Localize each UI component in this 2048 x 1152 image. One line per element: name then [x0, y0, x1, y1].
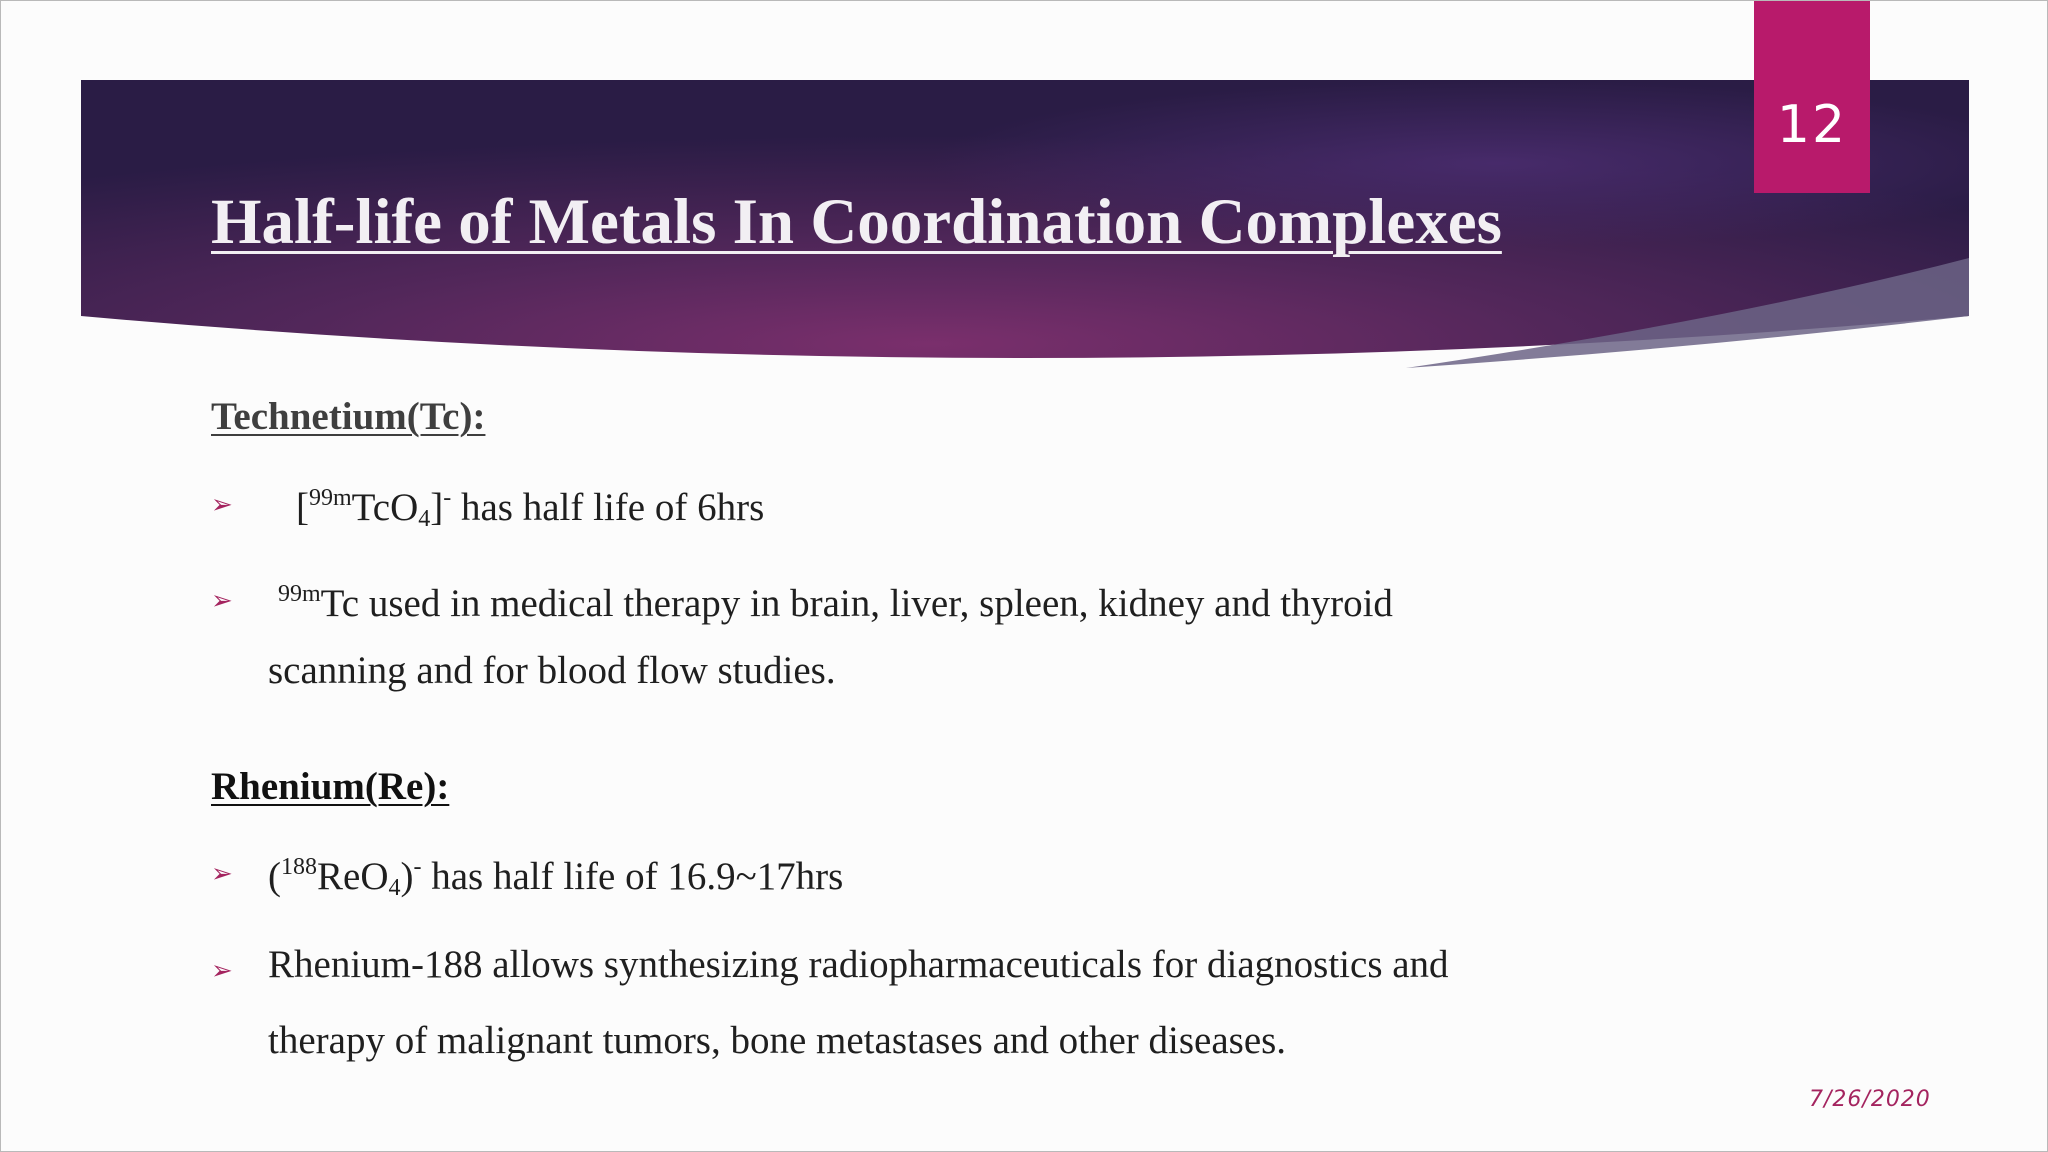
- bullet-text: $^{99m}$Tc used in medical therapy in brain, liver, spleen, kidney and thyroid: [278, 581, 1393, 625]
- arrowhead-bullet-icon: ➢: [211, 490, 233, 520]
- bullet-text: ($^{188}$ReO$_4$)- has half life of 16.9~17hrs: [268, 854, 844, 901]
- slide-title: Half-life of Metals In Coordination Complexes: [211, 186, 1502, 258]
- arrowhead-bullet-icon: ➢: [211, 859, 233, 889]
- slide-date: 7/26/2020: [1809, 1087, 1931, 1112]
- bullet-text-continued: scanning and for blood flow studies.: [268, 649, 836, 692]
- section-heading-technetium: Technetium(Tc):: [211, 395, 486, 438]
- arrowhead-bullet-icon: ➢: [211, 956, 233, 986]
- arrowhead-bullet-icon: ➢: [211, 586, 233, 616]
- bullet-text: [$^{99m}$TcO$_4$]- has half life of 6hrs: [296, 485, 765, 532]
- page-number-badge: [1754, 1, 1870, 193]
- section-heading-rhenium: Rhenium(Re):: [211, 765, 450, 808]
- bullet-text-continued: therapy of malignant tumors, bone metastases and other diseases.: [268, 1019, 1287, 1062]
- page-number: 12: [1776, 95, 1848, 155]
- bullet-text: Rhenium-188 allows synthesizing radiopharmaceuticals for diagnostics and: [268, 943, 1449, 986]
